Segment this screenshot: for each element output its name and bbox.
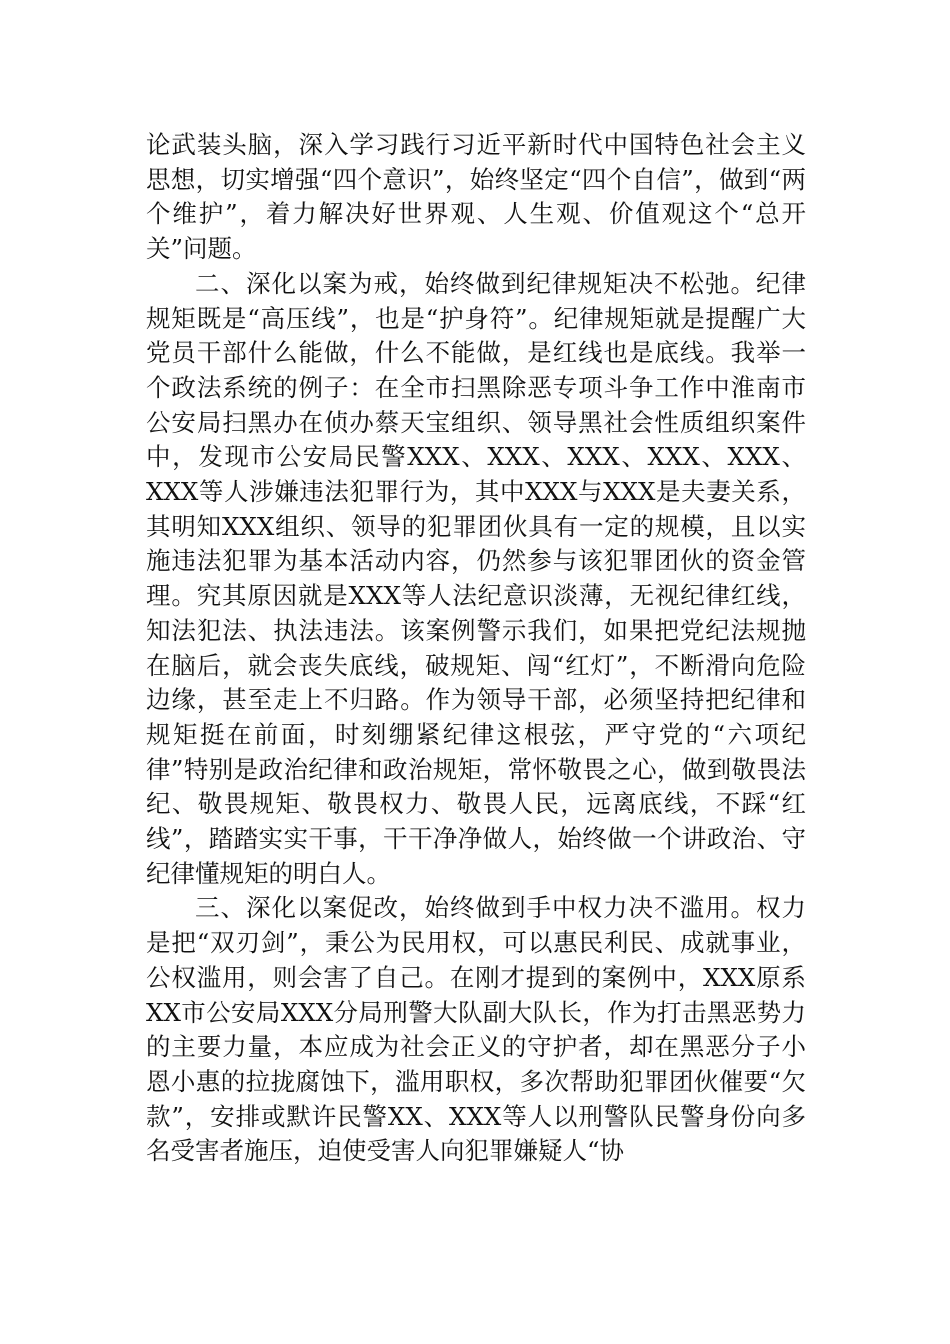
paragraph-2-text: 纪律规矩既是“高压线”，也是“护身符”。纪律规矩就是提醒广大党员干部什么能做，什么不能做，是红线也是底线。我举一个政法系统的例子：在全市扫黑除恶专项斗争工作中淮南市公安局扫黑办在侦办蔡天宝组织、领导黑社会性质组织案件中，发现市公安局民警XXX、XXX、XXX、XXX、XXX、XXX等人涉嫌违法犯罪行为，其中XXX与XXX是夫妻关系，其明知XXX组织、领导的犯罪团伙具有一定的规模，且以实施违法犯罪为基本活动内容，仍然参与该犯罪团伙的资金管理。究其原因就是XXX等人法纪意识淡薄，无视纪律红线，知法犯法、执法违法。该案例警示我们，如果把党纪法规抛在脑后，就会丧失底线，破规矩、闯“红灯”，不断滑向危险边缘，甚至走上不归路。作为领导干部，必须坚持把纪律和规矩挺在前面，时刻绷紧纪律这根弦，严守党的“六项纪律”特别是政治纪律和政治规矩，常怀敬畏之心，做到敬畏法纪、敬畏规矩、敬畏权力、敬畏人民，远离底线，不踩“红线”，踏踏实实干事，干干净净做人，始终做一个讲政治、守纪律懂规矩的明白人。 (146, 268, 806, 888)
paragraph-2 (146, 267, 806, 892)
paragraph-1-text: 论武装头脑，深入学习践行习近平新时代中国特色社会主义思想，切实增强“四个意识”，始终坚定“四个自信”，做到“两个维护”，着力解决好世界观、人生观、价值观这个“总开关”问题。 (146, 130, 806, 264)
paragraph-1 (146, 128, 806, 267)
paragraph-3 (146, 891, 806, 1169)
paragraph-3-text: 权力是把“双刃剑”，秉公为民用权，可以惠民利民、成就事业，公权滥用，则会害了自己。在刚才提到的案例中，XXX原系XX市公安局XXX分局刑警大队副大队长，作为打击黑恶势力的主要力量，本应成为社会正义的守护者，却在黑恶分子小恩小惠的拉拢腐蚀下，滥用职权，多次帮助犯罪团伙催要“欠款”，安排或默许民警XX、XXX等人以刑警队民警身份向多名受害者施压，迫使受害人向犯罪嫌疑人“协 (146, 893, 806, 1166)
document-body (146, 128, 806, 1169)
section-3-heading: 三、深化以案促改，始终做到手中权力决不滥用。 (195, 893, 756, 923)
section-2-heading: 二、深化以案为戒，始终做到纪律规矩决不松弛。 (195, 268, 756, 298)
